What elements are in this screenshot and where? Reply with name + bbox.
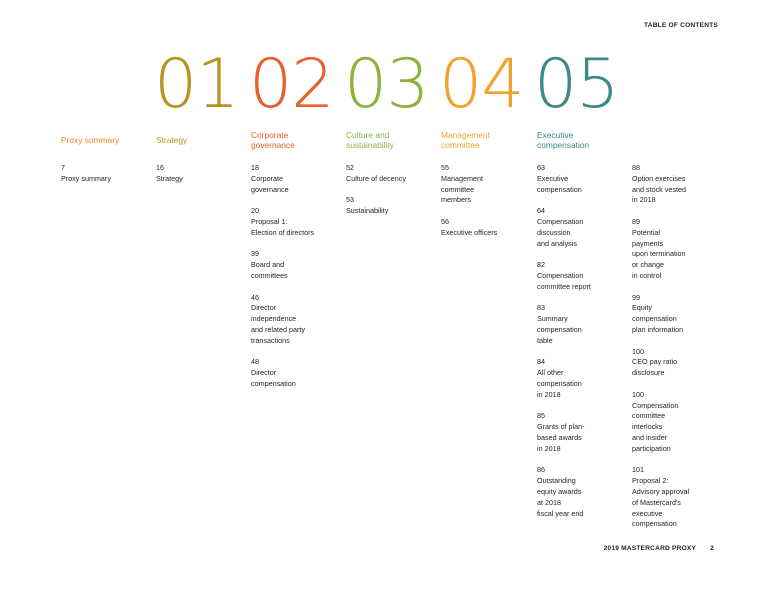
toc-entry[interactable] [537, 411, 629, 454]
toc-entry-title: Option exercises and stock vested in 2018 [632, 173, 686, 205]
toc-entry-title: Proxy summary [61, 173, 111, 183]
toc-column-management-committee [441, 163, 533, 249]
toc-entry-page: 83 [537, 303, 545, 313]
toc-entry-page: 86 [537, 465, 545, 475]
section-number-03: 03 [344, 45, 429, 124]
page-footer [604, 545, 714, 552]
section-title-corporate-governance[interactable]: Corporate governance [251, 130, 295, 150]
toc-entry-title: CEO pay ratio disclosure [632, 357, 678, 378]
toc-column-culture-sustainability [346, 163, 438, 228]
toc-entry-title: Compensation committee interlocks and insider participation [632, 400, 679, 453]
toc-entry[interactable] [346, 195, 438, 217]
toc-entry[interactable] [251, 206, 343, 238]
toc-entry[interactable] [441, 217, 533, 239]
toc-entry-page: 18 [251, 163, 259, 172]
section-title-proxy-summary[interactable]: Proxy summary [61, 135, 120, 145]
toc-entry-page: 101 [632, 465, 644, 475]
toc-entry-title: Summary compensation table [537, 314, 582, 345]
toc-entry-page: 55 [441, 163, 449, 172]
toc-column-strategy [156, 163, 246, 195]
toc-entry-page: 89 [632, 216, 640, 226]
toc-entry-title: Director independence and related party transactions [251, 303, 305, 345]
toc-column-proxy-summary [61, 163, 151, 195]
toc-entry-page: 64 [537, 206, 545, 216]
toc-entry[interactable] [632, 465, 722, 530]
toc-entry-title: Outstanding equity awards at 2018 fiscal year end [537, 476, 584, 518]
section-title-management-committee[interactable]: Management committee [441, 130, 490, 150]
toc-entry-title: Potential payments upon termination or change in control [632, 227, 686, 280]
toc-entry[interactable] [537, 465, 629, 519]
toc-entry-title: Executive officers [441, 227, 498, 237]
section-title-executive-compensation[interactable]: Executive compensation [537, 130, 590, 150]
toc-entry-page: 52 [346, 163, 354, 172]
toc-entry[interactable] [251, 357, 343, 389]
toc-entry-page: 63 [537, 163, 545, 172]
toc-entry[interactable] [632, 163, 722, 206]
toc-entry[interactable] [537, 260, 629, 292]
toc-entry-title: Sustainability [346, 206, 389, 216]
toc-entry-title: Compensation committee report [537, 270, 591, 291]
toc-column-executive-compensation-1 [537, 163, 629, 530]
toc-entry[interactable] [251, 293, 343, 347]
section-title-culture-sustainability[interactable]: Culture and sustainability [346, 130, 394, 150]
toc-entry[interactable] [632, 347, 722, 379]
toc-entry-page: 53 [346, 195, 354, 205]
toc-entry-title: Culture of decency [346, 173, 406, 183]
section-number-01: 01 [154, 45, 239, 124]
toc-entry[interactable] [61, 163, 151, 185]
toc-entry[interactable] [537, 357, 629, 400]
toc-entry[interactable] [632, 217, 722, 282]
toc-entry-page: 82 [537, 260, 545, 270]
toc-entry-page: 16 [156, 163, 164, 172]
toc-entry-page: 88 [632, 163, 640, 172]
toc-entry[interactable] [537, 303, 629, 346]
toc-entry-page: 48 [251, 357, 259, 367]
toc-entry-title: Proposal 2: Advisory approval of Mastercard's executive compensation [632, 476, 690, 529]
toc-entry-page: 100 [632, 346, 644, 356]
toc-entry-title: Proposal 1: Election of directors [251, 216, 315, 237]
toc-entry[interactable] [346, 163, 438, 185]
section-number-04: 04 [439, 45, 524, 124]
section-number-02: 02 [249, 45, 334, 124]
toc-entry-title: Board and committees [251, 260, 288, 280]
toc-entry[interactable] [537, 206, 629, 249]
toc-entry-title: Director compensation [251, 368, 296, 388]
toc-entry-title: Equity compensation plan information [632, 303, 684, 334]
toc-entry-page: 7 [61, 163, 65, 172]
toc-entry-title: Management committee members [441, 173, 483, 205]
toc-entry[interactable] [251, 249, 343, 281]
toc-entry-page: 99 [632, 292, 640, 302]
toc-entry[interactable] [632, 390, 722, 455]
section-number-05: 05 [534, 45, 619, 124]
toc-entry-title: All other compensation in 2018 [537, 368, 582, 399]
toc-entry-page: 85 [537, 411, 545, 421]
footer-page-number: 2 [710, 545, 714, 552]
toc-column-corporate-governance [251, 163, 343, 401]
toc-entry[interactable] [156, 163, 246, 185]
footer-title: 2019 MASTERCARD PROXY [603, 545, 697, 552]
section-title-strategy[interactable]: Strategy [156, 135, 188, 145]
toc-column-executive-compensation-2 [632, 163, 722, 541]
toc-entry-page: 39 [251, 249, 259, 259]
toc-entry[interactable] [632, 293, 722, 336]
toc-entry[interactable] [537, 163, 629, 195]
toc-entry-page: 56 [441, 216, 449, 226]
toc-entry-title: Compensation discussion and analysis [537, 216, 584, 248]
toc-entry-title: Grants of plan- based awards in 2018 [537, 422, 585, 453]
toc-entry[interactable] [441, 163, 533, 206]
toc-entry[interactable] [251, 163, 343, 195]
toc-entry-page: 100 [632, 389, 644, 399]
toc-entry-page: 20 [251, 206, 259, 216]
toc-entry-title: Executive compensation [537, 173, 582, 194]
toc-entry-title: Corporate governance [251, 173, 289, 194]
toc-entry-title: Strategy [156, 173, 183, 183]
page-header-label: TABLE OF CONTENTS [644, 22, 718, 29]
toc-entry-page: 46 [251, 292, 259, 302]
toc-entry-page: 84 [537, 357, 545, 367]
